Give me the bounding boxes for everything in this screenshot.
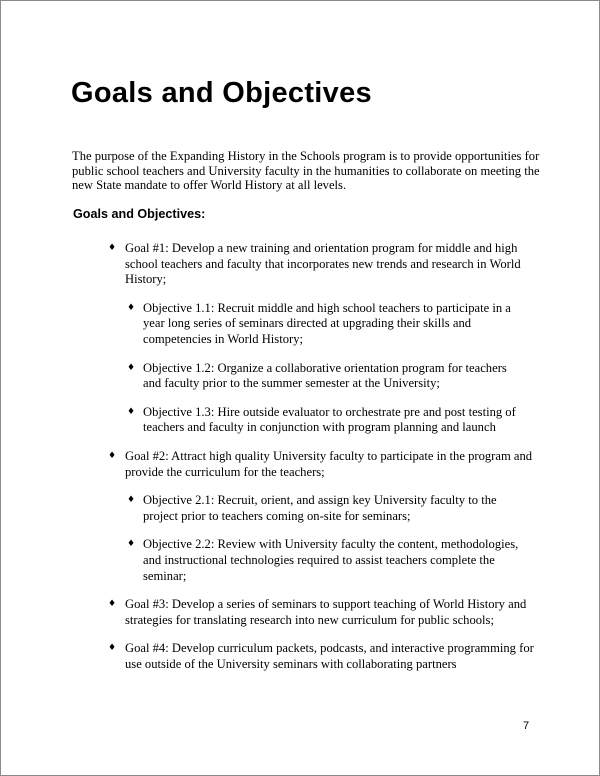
diamond-bullet-icon: ♦: [127, 302, 136, 313]
diamond-bullet-icon: ♦: [108, 643, 117, 654]
page-title: Goals and Objectives: [71, 77, 372, 109]
goal-4-text: Goal #4: Develop curriculum packets, podcasts, and interactive programming for use outside of the University seminars with collaborating partners: [125, 641, 534, 671]
goal-3-item: [108, 597, 535, 628]
page-number: 7: [523, 720, 530, 732]
diamond-bullet-icon: ♦: [108, 243, 117, 253]
diamond-bullet-icon: ♦: [108, 599, 117, 610]
objective-1-3-text: Objective 1.3: Hire outside evaluator to orchestrate pre and post testing of teachers and faculty in conjunction with program planning and launch: [143, 404, 516, 435]
objective-1-1-text: Objective 1.1: Recruit middle and high school teachers to participate in a year long series of seminars directed at upgrading their skills and competencies in World History;: [143, 300, 511, 346]
diamond-bullet-icon: ♦: [127, 495, 136, 506]
objective-1-1-item: [127, 300, 523, 348]
section-subheading: Goals and Objectives:: [73, 207, 206, 221]
goal-1-text: Goal #1: Develop a new training and orientation program for middle and high school teachers and faculty that incorporates new trends and research in World History;: [125, 241, 521, 287]
objective-2-1-item: [127, 493, 523, 524]
objective-2-2-item: [127, 537, 523, 584]
objective-2-2-text: Objective 2.2: Review with University faculty the content, methodologies, and instructional technologies required to assist teachers complete the seminar;: [143, 537, 519, 583]
goal-4-item: [108, 641, 535, 672]
goal-2-item: [108, 448, 535, 480]
objective-1-3-item: [127, 404, 523, 436]
objective-2-1-text: Objective 2.1: Recruit, orient, and assign key University faculty to the project prior to teachers coming on-site for seminars;: [143, 493, 497, 523]
objective-1-2-item: [127, 360, 523, 392]
goal-1-item: [108, 241, 535, 288]
goal-2-text: Goal #2: Attract high quality University faculty to participate in the program and provide the curriculum for the teachers;: [125, 448, 533, 479]
intro-paragraph: The purpose of the Expanding History in the Schools program is to provide opportunities for public school teachers and University faculty in the humanities to collaborate on meeting the new State mandate to offer World History at all levels.: [72, 149, 540, 193]
diamond-bullet-icon: ♦: [127, 362, 136, 373]
diamond-bullet-icon: ♦: [127, 406, 136, 417]
diamond-bullet-icon: ♦: [108, 450, 117, 461]
goals-objectives-list: [1, 241, 599, 672]
objective-1-2-text: Objective 1.2: Organize a collaborative orientation program for teachers and faculty prior to the summer semester at the University;: [143, 360, 507, 391]
diamond-bullet-icon: ♦: [127, 539, 136, 550]
goal-3-text: Goal #3: Develop a series of seminars to support teaching of World History and strategies for translating research into new curriculum for public schools;: [125, 597, 527, 627]
